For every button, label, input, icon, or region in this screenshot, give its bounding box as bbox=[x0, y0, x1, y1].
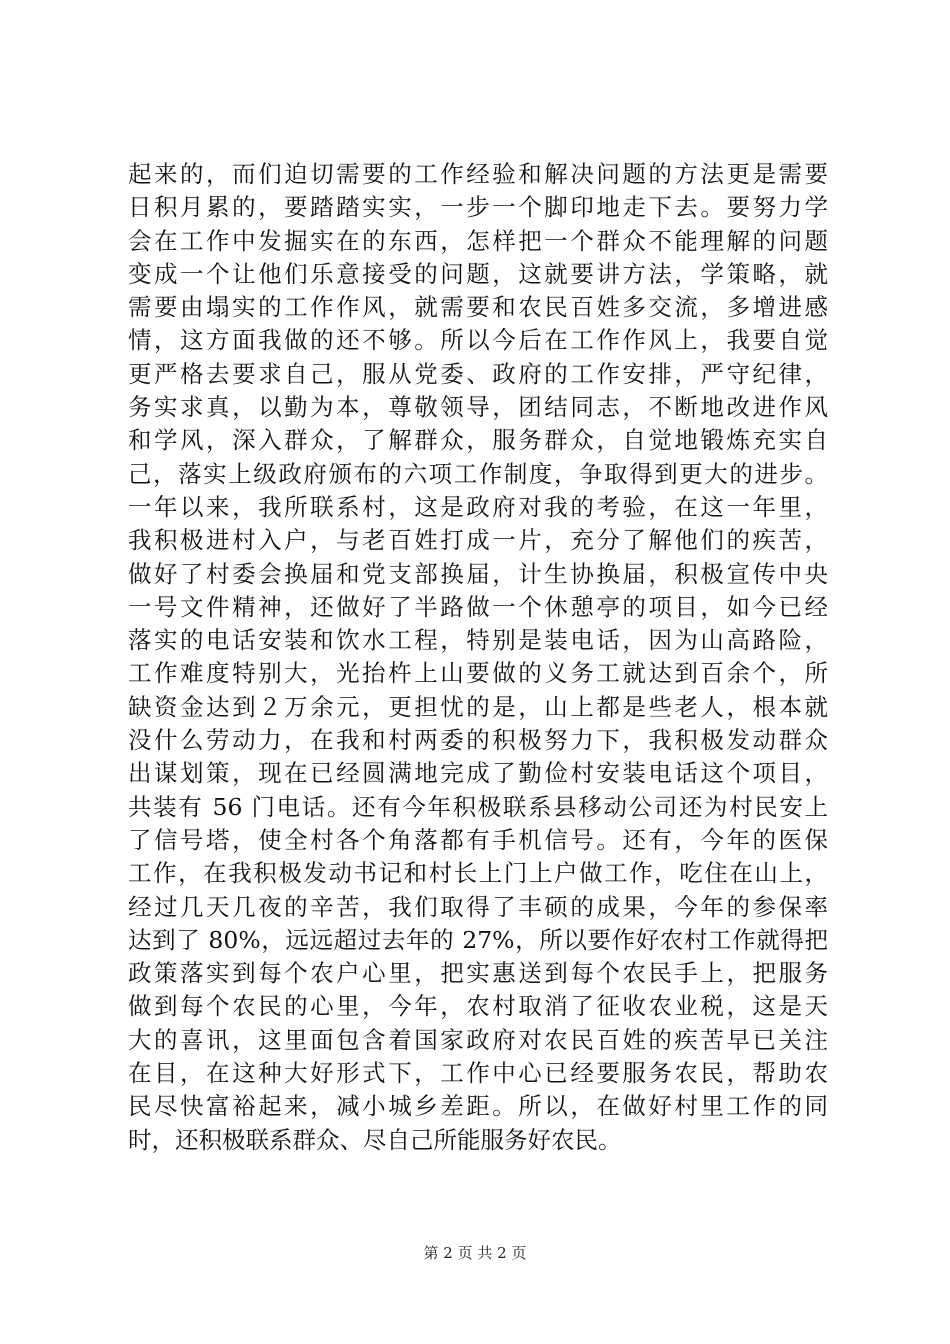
text-line: 和学风，深入群众，了解群众，服务群众，自觉地锻炼充实自 bbox=[128, 426, 828, 455]
text-line: 做到每个农民的心里，今年，农村取消了征收农业税，这是天 bbox=[128, 992, 828, 1021]
text-line: 出谋划策，现在已经圆满地完成了勤俭村安装电话这个项目， bbox=[128, 759, 828, 788]
text-line: 没什么劳动力，在我和村两委的积极努力下，我积极发动群众 bbox=[128, 726, 828, 755]
text-line: 一号文件精神，还做好了半路做一个休憩亭的项目，如今已经 bbox=[128, 592, 828, 621]
text-line: 落实的电话安装和饮水工程，特别是装电话，因为山高路险， bbox=[128, 626, 828, 655]
text-line: 我积极进村入户，与老百姓打成一片，充分了解他们的疾苦， bbox=[128, 526, 828, 555]
text-line: 经过几天几夜的辛苦，我们取得了丰硕的成果，今年的参保率 bbox=[128, 892, 828, 921]
text-line: 工作难度特别大，光抬杵上山要做的义务工就达到百余个，所 bbox=[128, 659, 828, 688]
text-line: 共装有 56 门电话。还有今年积极联系县移动公司还为村民安上 bbox=[128, 792, 828, 821]
text-line: 起来的，而们迫切需要的工作经验和解决问题的方法更是需要 bbox=[128, 160, 828, 188]
text-line: 民尽快富裕起来，减小城乡差距。所以，在做好村里工作的同 bbox=[128, 1092, 828, 1121]
text-line: 务实求真，以勤为本，尊敬领导，团结同志，不断地改进作风 bbox=[128, 393, 828, 422]
text-line: 大的喜讯，这里面包含着国家政府对农民百姓的疾苦早已关注 bbox=[128, 1025, 828, 1054]
text-line: 情，这方面我做的还不够。所以今后在工作作风上，我要自觉 bbox=[128, 326, 828, 355]
text-line: 工作，在我积极发动书记和村长上门上户做工作，吃住在山上， bbox=[128, 859, 828, 888]
text-line: 一年以来，我所联系村，这是政府对我的考验，在这一年里， bbox=[128, 492, 828, 521]
page-number-footer: 第 2 页 共 2 页 bbox=[423, 1244, 527, 1262]
text-line: 会在工作中发掘实在的东西，怎样把一个群众不能理解的问题 bbox=[128, 226, 828, 255]
text-line: 更严格去要求自己，服从党委、政府的工作安排，严守纪律， bbox=[128, 359, 828, 388]
text-line: 需要由塌实的工作作风，就需要和农民百姓多交流，多增进感 bbox=[128, 293, 828, 322]
text-line: 做好了村委会换届和党支部换届，计生协换届，积极宣传中央 bbox=[128, 559, 828, 588]
text-line: 政策落实到每个农户心里，把实惠送到每个农民手上，把服务 bbox=[128, 959, 828, 988]
text-line: 了信号塔，使全村各个角落都有手机信号。还有，今年的医保 bbox=[128, 825, 828, 854]
text-line-last: 时，还积极联系群众、尽自己所能服务好农民。 bbox=[128, 1125, 622, 1154]
text-line: 变成一个让他们乐意接受的问题，这就要讲方法，学策略，就 bbox=[128, 259, 828, 288]
text-line: 己，落实上级政府颁布的六项工作制度，争取得到更大的进步。 bbox=[128, 459, 828, 488]
text-line: 达到了 80%，远远超过去年的 27%，所以要作好农村工作就得把 bbox=[128, 925, 828, 954]
body-text bbox=[128, 158, 828, 1157]
text-line: 日积月累的，要踏踏实实，一步一个脚印地走下去。要努力学 bbox=[128, 193, 828, 222]
text-line: 缺资金达到２万余元，更担忧的是，山上都是些老人，根本就 bbox=[128, 692, 828, 721]
text-line: 在目，在这种大好形式下，工作中心已经要服务农民，帮助农 bbox=[128, 1059, 828, 1088]
